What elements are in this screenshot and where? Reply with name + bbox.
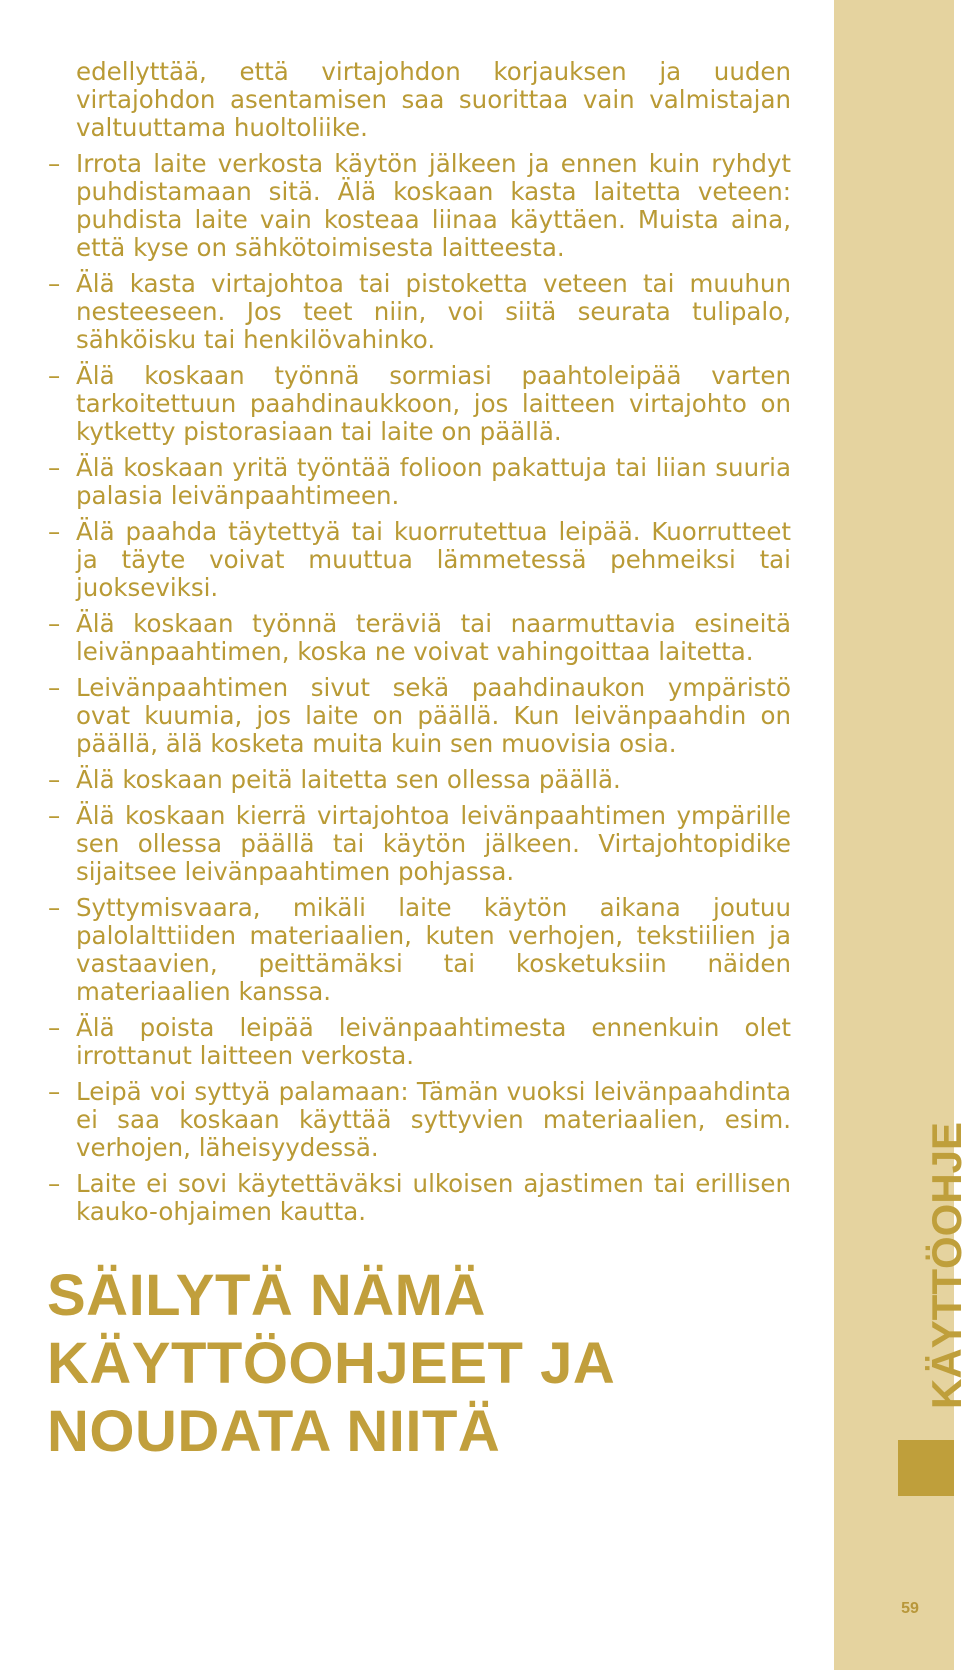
safety-instructions-list bbox=[48, 149, 791, 1234]
list-item bbox=[48, 893, 791, 1006]
list-item bbox=[48, 149, 791, 262]
list-item bbox=[48, 269, 791, 354]
dash-marker: – bbox=[48, 609, 61, 638]
list-item-text: Älä kasta virtajohtoa tai pistoketta veteen tai muuhun nesteeseen. Jos teet niin, voi siitä seurata tulipalo, sähköisku tai henkilövahinko. bbox=[76, 269, 791, 354]
dash-marker: – bbox=[48, 673, 61, 702]
list-item bbox=[48, 673, 791, 758]
sidebar-tab-marker bbox=[898, 1440, 954, 1496]
intro-paragraph: edellyttää, että virtajohdon korjauksen ja uuden virtajohdon asentamisen saa suorittaa vain valmistajan valtuuttama huoltoliike. bbox=[76, 57, 791, 142]
list-item-text: Älä koskaan yritä työntää folioon pakattuja tai liian suuria palasia leivänpaahtimeen. bbox=[76, 453, 791, 510]
list-item bbox=[48, 453, 791, 510]
dash-marker: – bbox=[48, 1077, 61, 1106]
dash-marker: – bbox=[48, 269, 61, 298]
list-item-text: Älä poista leipää leivänpaahtimesta ennenkuin olet irrottanut laitteen verkosta. bbox=[76, 1013, 791, 1070]
section-sidebar bbox=[834, 0, 954, 1670]
list-item-text: Älä koskaan peitä laitetta sen ollessa päällä. bbox=[76, 765, 621, 794]
list-item bbox=[48, 801, 791, 886]
list-item bbox=[48, 517, 791, 602]
list-item-text: Irrota laite verkosta käytön jälkeen ja ennen kuin ryhdyt puhdistamaan sitä. Älä koskaan kasta laitetta veteen: puhdista laite vain kosteaa liinaa käyttäen. Muista aina, että kyse on sähkötoimisesta laitteesta. bbox=[76, 149, 791, 262]
heading-line-2: KÄYTTÖOHJEET JA bbox=[47, 1331, 616, 1396]
list-item-text: Leivänpaahtimen sivut sekä paahdinaukon ympäristö ovat kuumia, jos laite on päällä. Kun leivänpaahdin on päällä, älä kosketa muita kuin sen muovisia osia. bbox=[76, 673, 791, 758]
dash-marker: – bbox=[48, 765, 61, 794]
dash-marker: – bbox=[48, 893, 61, 922]
list-item bbox=[48, 765, 791, 794]
list-item bbox=[48, 609, 791, 666]
dash-marker: – bbox=[48, 149, 61, 178]
list-item bbox=[48, 361, 791, 446]
dash-marker: – bbox=[48, 361, 61, 390]
page-heading bbox=[47, 1262, 767, 1466]
list-item-text: Älä koskaan työnnä sormiasi paahtoleipää varten tarkoitettuun paahdinaukkoon, jos laitteen virtajohto on kytketty pistorasiaan tai laite on päällä. bbox=[76, 361, 791, 446]
dash-marker: – bbox=[48, 801, 61, 830]
list-item-text: Älä paahda täytettyä tai kuorrutettua leipää. Kuorrutteet ja täyte voivat muuttua lämmetessä pehmeiksi tai juokseviksi. bbox=[76, 517, 791, 602]
dash-marker: – bbox=[48, 453, 61, 482]
dash-marker: – bbox=[48, 1169, 61, 1198]
sidebar-section-label: KÄYTTÖOHJE bbox=[923, 1121, 970, 1409]
heading-line-3: NOUDATA NIITÄ bbox=[47, 1399, 501, 1464]
dash-marker: – bbox=[48, 517, 61, 546]
list-item-text: Älä koskaan kierrä virtajohtoa leivänpaahtimen ympärille sen ollessa päällä tai käytön jälkeen. Virtajohtopidike sijaitsee leivänpaahtimen pohjassa. bbox=[76, 801, 791, 886]
heading-line-1: SÄILYTÄ NÄMÄ bbox=[47, 1263, 486, 1328]
list-item-text: Älä koskaan työnnä teräviä tai naarmuttavia esineitä leivänpaahtimen, koska ne voivat vahingoittaa laitetta. bbox=[76, 609, 791, 666]
list-item-text: Syttymisvaara, mikäli laite käytön aikana joutuu palolalttiiden materiaalien, kuten verhojen, tekstiilien ja vastaavien, peittämäksi tai kosketuksiin näiden materiaalien kanssa. bbox=[76, 893, 791, 1006]
list-item bbox=[48, 1077, 791, 1162]
list-item-text: Laite ei sovi käytettäväksi ulkoisen ajastimen tai erillisen kauko-ohjaimen kautta. bbox=[76, 1169, 791, 1226]
list-item bbox=[48, 1169, 791, 1226]
dash-marker: – bbox=[48, 1013, 61, 1042]
page-number: 59 bbox=[901, 1600, 919, 1617]
list-item bbox=[48, 1013, 791, 1070]
list-item-text: Leipä voi syttyä palamaan: Tämän vuoksi leivänpaahdinta ei saa koskaan käyttää syttyvien materiaalien, esim. verhojen, läheisyydessä. bbox=[76, 1077, 791, 1162]
